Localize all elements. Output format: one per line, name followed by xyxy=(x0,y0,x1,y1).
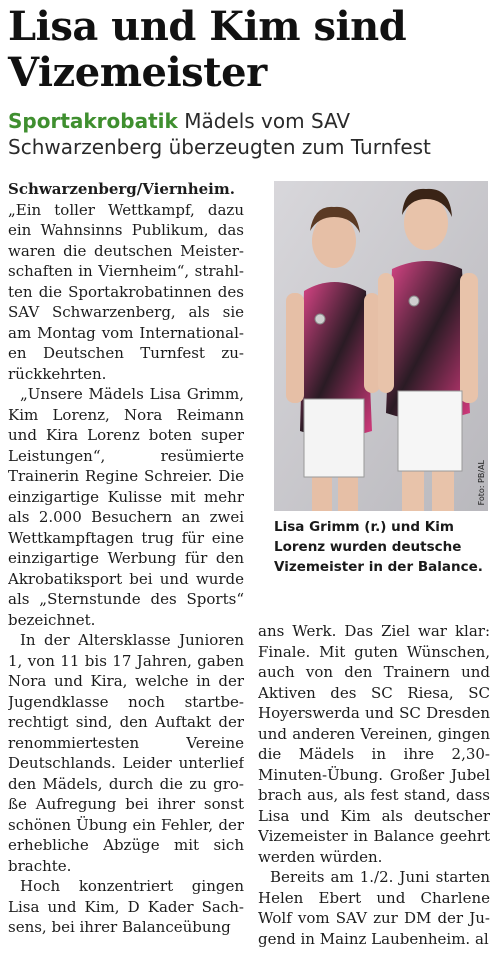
article-paragraph xyxy=(8,179,244,384)
article-photo xyxy=(274,181,488,511)
dateline: Schwarzenberg/Viernheim. xyxy=(8,180,235,198)
gymnasts-photo-illustration xyxy=(274,181,488,511)
article-paragraph: „Unsere Mädels Lisa Grimm, Kim Lorenz, Nora Reimann und Kira Lorenz boten super Leistungen“, resümierte Trainerin Regine Schreier. Die einzigartige Kulisse mit mehr als 2.000 Besuchern an zwei Wettkampftagen trug für eine einzigartige Werbung für den Akrobatiksport bei und wurde als „Sternstunde des Sports“ bezeichnet. xyxy=(8,385,244,629)
section-kicker: Sportakrobatik xyxy=(8,109,178,133)
article-paragraph: Bereits am 1./2. Juni starten Helen Ebert und Charlene Wolf vom SAV zur DM der Jugend in Mainz Laubenheim. al xyxy=(258,868,490,948)
headline: Lisa und Kim sind Vizemeister xyxy=(8,3,407,96)
article-paragraph: Hoch konzentriert gingen Lisa und Kim, D Kader Sachsens, bei ihrer Balanceübung xyxy=(8,877,244,936)
photo-caption: Lisa Grimm (r.) und Kim Lorenz wurden deutsche Vizemeister in der Balance. xyxy=(274,519,483,575)
photo-credit: Foto: PB/AL xyxy=(477,459,486,505)
article-paragraph: In der Altersklasse Junioren 1, von 11 bis 17 Jahren, gaben Nora und Kira, welche in der Jugendklasse noch startberechtigt sind, den Auftakt der renommiertesten Vereine Deutschlands. Leider unterlief den Mädels, durch die zu große Aufregung bei ihrer sonst schönen Übung ein Fehler, der erhebliche Abzüge mit sich brachte. xyxy=(8,631,244,875)
subheadline-text: Mädels vom SAV Schwarzenberg überzeugten zum Turnfest xyxy=(8,109,431,159)
article-column-left xyxy=(8,179,244,960)
article-column-right xyxy=(258,621,490,960)
subheadline xyxy=(8,108,496,160)
paragraph-text: „Ein toller Wettkampf, dazu ein Wahnsinns Publikum, das waren die deutschen Meisterschaften in Viernheim“, strahlten die Sportakrobatinnen des SAV Schwarzenberg, als sie am Montag vom Internationalen Deutschen Turnfest zurückkehrten. xyxy=(8,200,244,383)
article-paragraph: ans Werk. Das Ziel war klar: Finale. Mit guten Wünschen, auch von den Trainern und Aktiven des SC Riesa, SC Hoyerswerda und SC Dresden und anderen Vereinen, gingen die Mädels in ihre 2,30-Minuten-Übung. Großer Jubel brach aus, als fest stand, dass Lisa und Kim als deutscher Vizemeister in Balance geehrt werden würden. xyxy=(258,622,490,866)
